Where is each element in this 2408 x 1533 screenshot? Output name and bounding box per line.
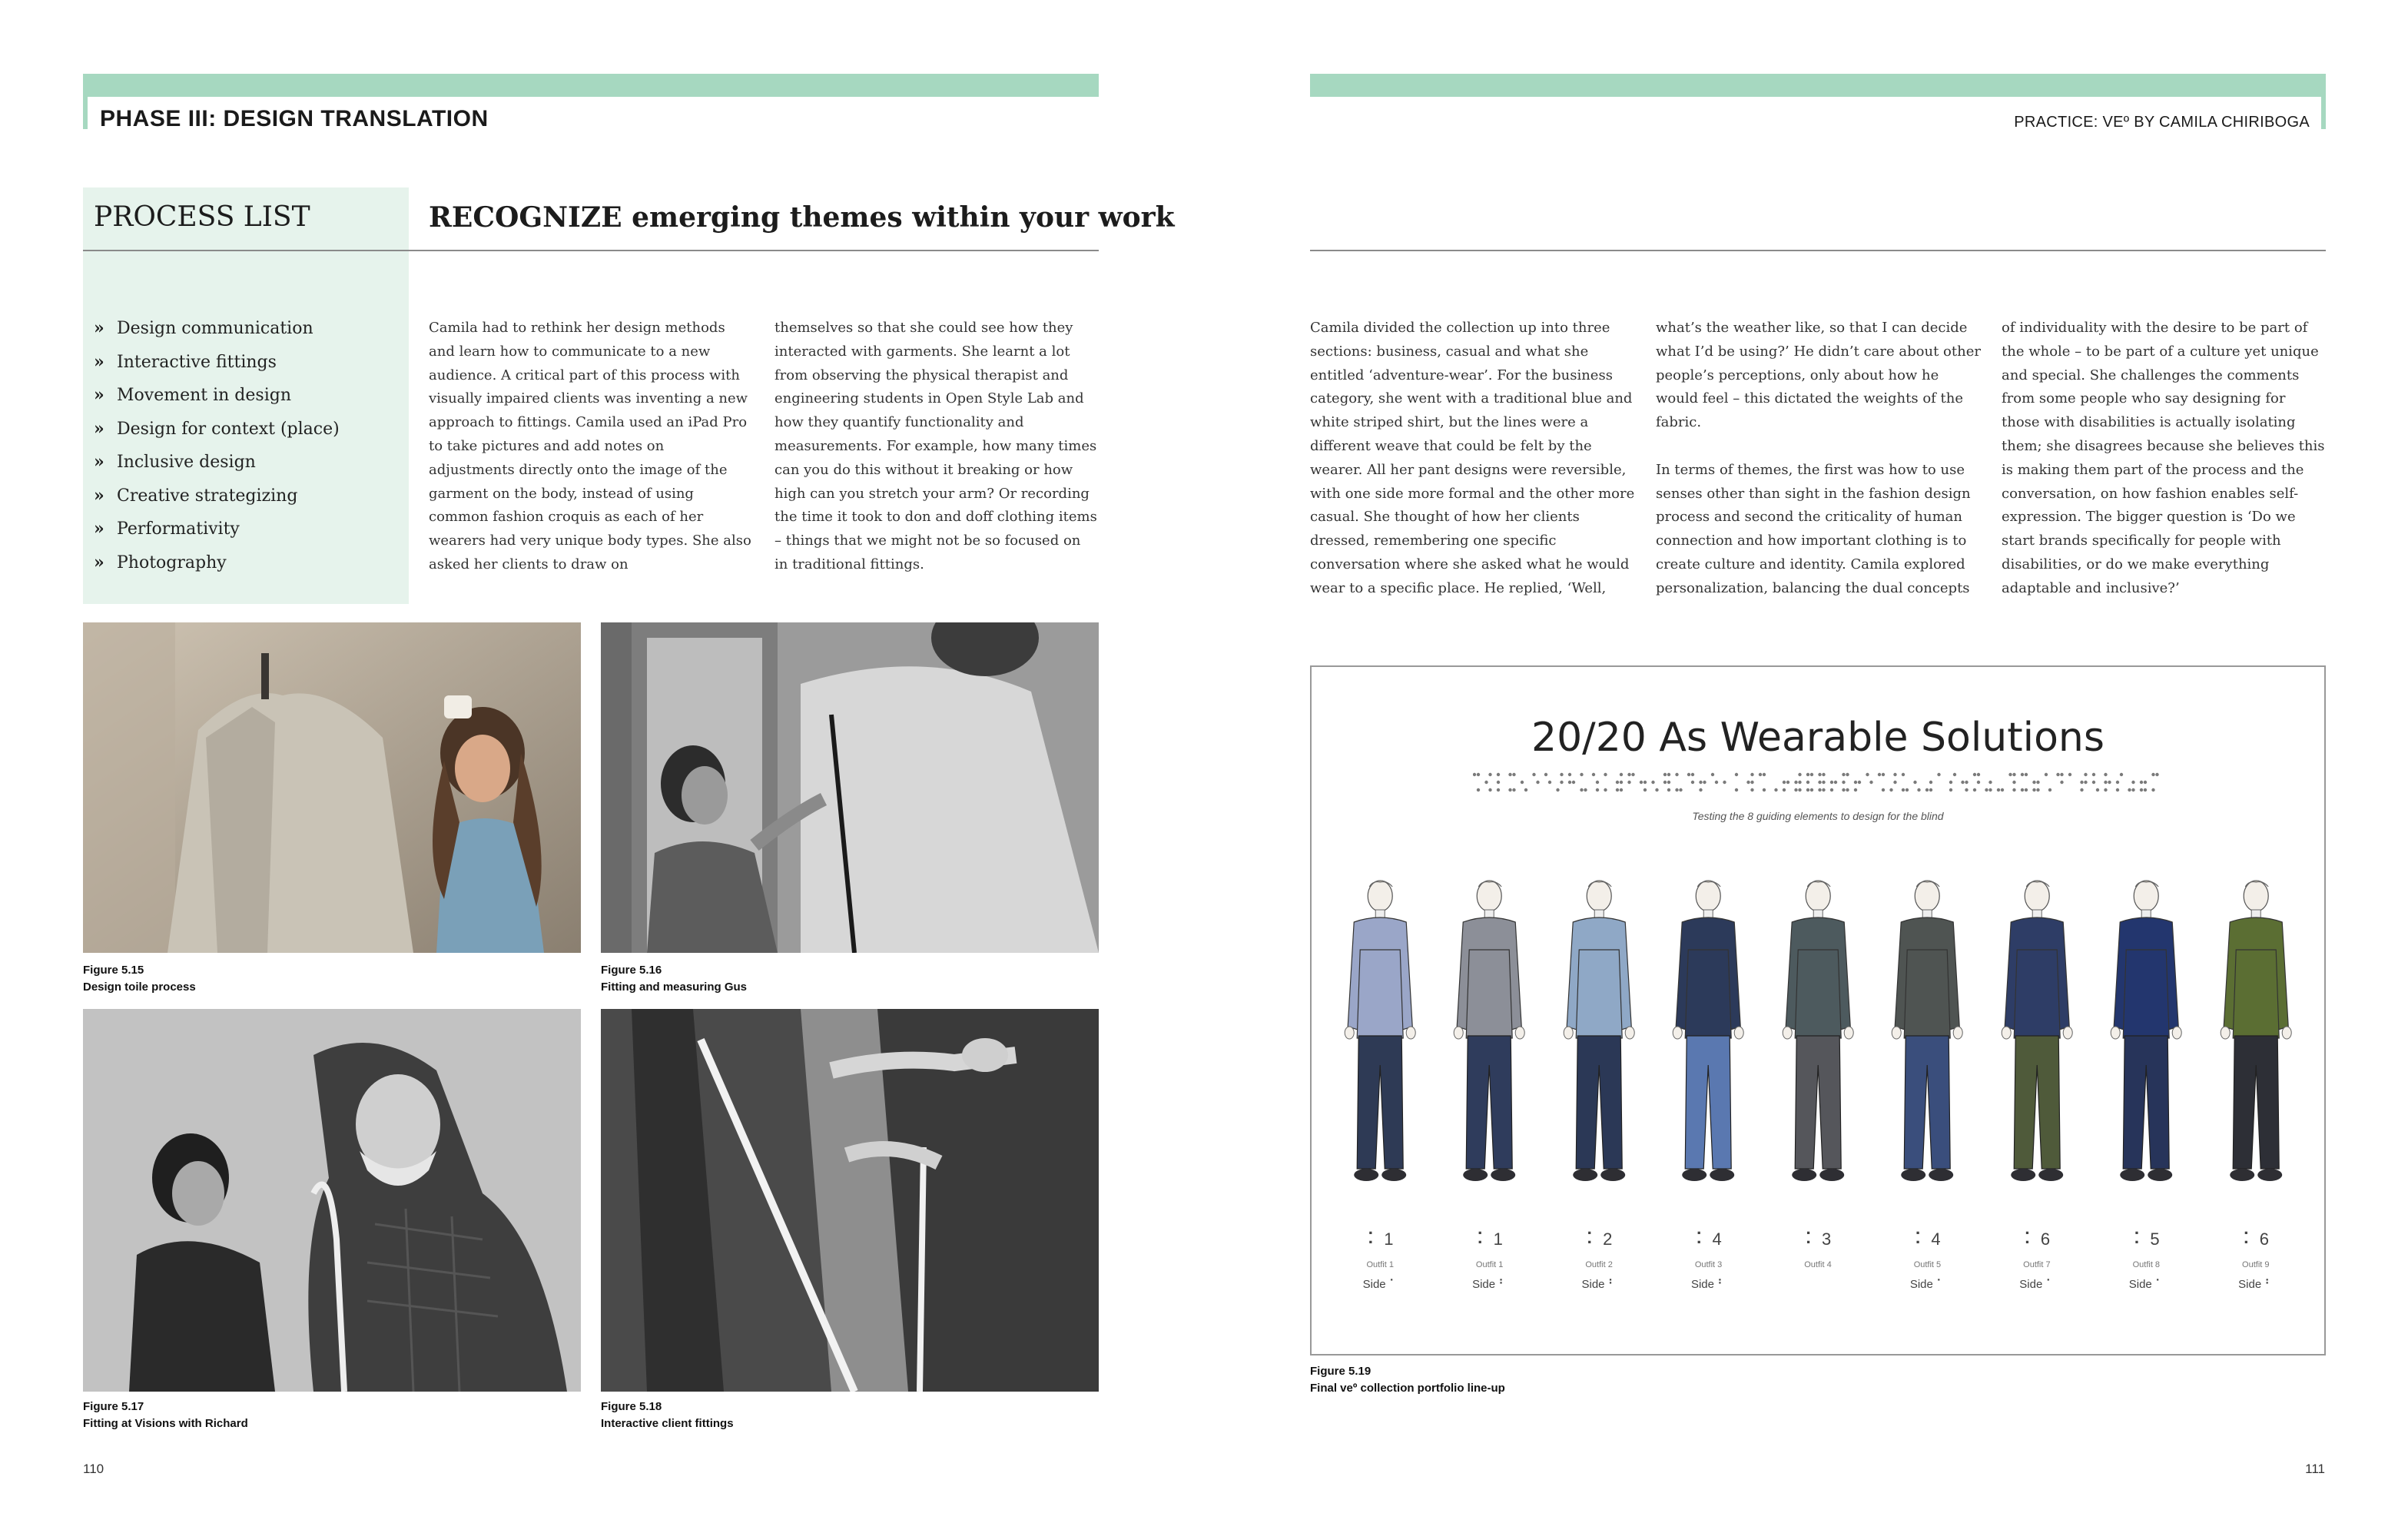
outfit-figure bbox=[1872, 873, 1982, 1334]
outfit-illustration bbox=[1872, 873, 1982, 1203]
braille-dot bbox=[1882, 773, 1885, 776]
braille-dot bbox=[1596, 788, 1599, 791]
process-list-item-label: Creative strategizing bbox=[117, 486, 298, 506]
page-number-left: 110 bbox=[83, 1462, 104, 1476]
braille-dot bbox=[2060, 773, 2063, 776]
visions-photo-image bbox=[83, 1009, 581, 1392]
braille-dot bbox=[2116, 788, 2119, 791]
process-list-item bbox=[94, 513, 340, 546]
outfit-illustration bbox=[1435, 873, 1544, 1203]
braille-dot bbox=[1484, 781, 1488, 784]
braille-dot bbox=[2128, 788, 2131, 791]
braille-dot bbox=[1584, 788, 1587, 791]
braille-dot bbox=[1497, 781, 1500, 784]
braille-dot bbox=[1818, 788, 1821, 791]
process-list-item-label: Design communication bbox=[117, 319, 313, 338]
bullet-marker: » bbox=[94, 485, 104, 506]
figure-5-19-caption bbox=[1310, 1363, 1505, 1397]
figure-5-15-photo bbox=[83, 622, 581, 953]
braille-dot bbox=[1783, 781, 1786, 784]
running-head-left: PHASE III: DESIGN TRANSLATION bbox=[100, 106, 489, 131]
right-column-2 bbox=[1656, 317, 1982, 601]
outfit-side: Side ⠁ bbox=[1362, 1278, 1398, 1291]
braille-dot bbox=[2001, 788, 2004, 791]
right-col1-paragraph: Camila divided the collection up into three sections: business, casual and what she entitled ‘adventure-wear’. For the business category, she went with a traditional blue and white striped shirt, but the lines were a different weave that could be felt by the wearer. All her pant designs were reversible, with one side more formal and the other more casual. She thought of how her clients dressed, remembering one specific conversation where she asked what he would wear to a specific place. He replied, ‘Well, bbox=[1310, 320, 1635, 596]
outfit-name: Outfit 8 bbox=[2132, 1260, 2161, 1269]
braille-dot bbox=[1842, 773, 1845, 776]
braille-dot bbox=[1592, 773, 1595, 776]
braille-dot bbox=[2025, 773, 2028, 776]
toile-photo-image bbox=[83, 622, 581, 953]
right-column-3 bbox=[2002, 317, 2327, 601]
braille-dot bbox=[1846, 788, 1849, 791]
outfit-name: Outfit 4 bbox=[1804, 1260, 1832, 1269]
braille-dot bbox=[2048, 788, 2051, 791]
braille-dot bbox=[2144, 788, 2147, 791]
figure-caption-text: Fitting and measuring Gus bbox=[601, 981, 748, 994]
braille-dot bbox=[2084, 781, 2087, 784]
bullet-marker: » bbox=[94, 385, 104, 405]
braille-dot bbox=[1663, 773, 1667, 776]
braille-dot bbox=[1953, 773, 1956, 776]
process-list-item-label: Inclusive design bbox=[117, 453, 256, 472]
braille-dot bbox=[1750, 788, 1753, 791]
process-list-item bbox=[94, 346, 340, 380]
outfit-name: Outfit 1 bbox=[1366, 1260, 1394, 1269]
braille-dot bbox=[1620, 773, 1623, 776]
braille-dot bbox=[1735, 788, 1738, 791]
outfit-figure bbox=[1325, 873, 1435, 1334]
braille-dot bbox=[1715, 781, 1718, 784]
process-list-item bbox=[94, 546, 340, 580]
braille-dot bbox=[1488, 788, 1491, 791]
braille-dot bbox=[1643, 788, 1647, 791]
outfit-braille-code: ⠅ 5 bbox=[2133, 1229, 2160, 1249]
braille-dot bbox=[2144, 781, 2147, 784]
braille-dot bbox=[1524, 788, 1527, 791]
braille-dot bbox=[1512, 773, 1515, 776]
braille-dot bbox=[2116, 781, 2119, 784]
braille-dot bbox=[2068, 773, 2071, 776]
right-accent-bar-edge bbox=[2321, 74, 2326, 129]
braille-dot bbox=[1548, 781, 1551, 784]
right-col3-paragraph: of individuality with the desire to be part of the whole – to be part of a culture yet unique and special. She challenges the comments from some people who say designing for those with disabilities is actually isolating them; she disagrees because she believes this is making them part of the process and the conversation, on how fashion enables self-expression. The bigger question is ‘Do we start brands specifically for people with disabilities, or do we make everything adaptable and inclusive?’ bbox=[2002, 320, 2325, 596]
braille-dot bbox=[1616, 781, 1619, 784]
braille-dot bbox=[1937, 773, 1940, 776]
braille-dot bbox=[1977, 781, 1980, 784]
braille-dot bbox=[2080, 788, 2083, 791]
braille-dot bbox=[1488, 773, 1491, 776]
braille-dot bbox=[1965, 788, 1968, 791]
outfit-braille-code: ⠅ 2 bbox=[1585, 1229, 1613, 1249]
braille-dot bbox=[1604, 788, 1607, 791]
braille-dot bbox=[1750, 781, 1753, 784]
braille-dot bbox=[1902, 788, 1905, 791]
braille-dot bbox=[1703, 781, 1706, 784]
braille-dot bbox=[1735, 773, 1738, 776]
braille-dot bbox=[2092, 781, 2095, 784]
braille-dot bbox=[2104, 773, 2107, 776]
braille-dot bbox=[1655, 788, 1658, 791]
braille-dot bbox=[1620, 781, 1623, 784]
bullet-marker: » bbox=[94, 351, 104, 372]
braille-dot bbox=[1925, 788, 1929, 791]
braille-dot bbox=[1985, 788, 1988, 791]
outfit-figure bbox=[1653, 873, 1763, 1334]
braille-dot bbox=[1786, 781, 1789, 784]
left-accent-bar-edge bbox=[83, 74, 88, 129]
plate-subtitle: Testing the 8 guiding elements to design for the blind bbox=[1692, 810, 1944, 822]
outfit-side: Side ⠁ bbox=[2019, 1278, 2055, 1291]
braille-dot bbox=[1973, 788, 1976, 791]
bullet-marker: » bbox=[94, 452, 104, 472]
outfit-braille-code: ⠅ 1 bbox=[1366, 1229, 1394, 1249]
braille-dot bbox=[1854, 788, 1857, 791]
braille-dot bbox=[1794, 788, 1797, 791]
outfit-illustration bbox=[2201, 873, 2310, 1203]
process-list-item bbox=[94, 312, 340, 346]
braille-dot bbox=[1746, 781, 1750, 784]
braille-dot bbox=[2104, 788, 2107, 791]
braille-dot bbox=[1866, 773, 1869, 776]
braille-dot bbox=[1818, 781, 1821, 784]
outfit-braille-code: ⠅ 4 bbox=[1695, 1229, 1722, 1249]
braille-dot bbox=[1497, 773, 1500, 776]
braille-dot bbox=[1497, 788, 1500, 791]
braille-dot bbox=[1949, 788, 1952, 791]
process-list-item bbox=[94, 479, 340, 513]
left-accent-bar bbox=[83, 74, 1099, 97]
outfit-name: Outfit 5 bbox=[1913, 1260, 1942, 1269]
braille-dot bbox=[1965, 781, 1968, 784]
braille-dot bbox=[1806, 781, 1809, 784]
right-column-1 bbox=[1310, 317, 1636, 601]
braille-dot bbox=[1521, 781, 1524, 784]
braille-dot bbox=[2012, 781, 2015, 784]
braille-dot bbox=[1560, 773, 1563, 776]
braille-dot bbox=[1620, 788, 1623, 791]
process-list bbox=[94, 312, 340, 579]
braille-dot bbox=[1818, 773, 1821, 776]
braille-dot bbox=[1822, 781, 1825, 784]
process-list-item-label: Design for context (place) bbox=[117, 419, 340, 439]
braille-dot bbox=[1560, 781, 1563, 784]
braille-dot bbox=[1798, 788, 1801, 791]
braille-dot bbox=[1830, 788, 1833, 791]
figure-number: Figure 5.18 bbox=[601, 1400, 662, 1413]
braille-dot bbox=[1882, 788, 1885, 791]
braille-dot bbox=[1651, 781, 1654, 784]
braille-dot bbox=[1679, 788, 1682, 791]
braille-dot bbox=[1929, 781, 1932, 784]
left-col2-paragraph: themselves so that she could see how they interacted with garments. She learnt a lot from observing the physical therapist and engineering students in Open Style Lab and how they quantify functionality and measurements. For example, how many times can you do this without it breaking or how high can you stretch your arm? Or recording the time it took to don and doff clothing items – things that we might not be so focused on in traditional fittings. bbox=[774, 320, 1097, 572]
braille-dot bbox=[2080, 781, 2083, 784]
braille-dot bbox=[1806, 773, 1809, 776]
braille-dot bbox=[1822, 773, 1825, 776]
outfit-side: Side ⠃ bbox=[1472, 1278, 1507, 1291]
braille-dot bbox=[1691, 781, 1694, 784]
braille-dot bbox=[1663, 781, 1667, 784]
braille-dot bbox=[1913, 781, 1916, 784]
figure-number: Figure 5.19 bbox=[1310, 1365, 1371, 1378]
braille-dot bbox=[2056, 773, 2059, 776]
braille-dot bbox=[1572, 781, 1575, 784]
braille-dot bbox=[1878, 773, 1881, 776]
process-list-item-label: Photography bbox=[117, 552, 227, 572]
braille-dot bbox=[2021, 788, 2024, 791]
braille-dot bbox=[2045, 773, 2048, 776]
outfit-braille-code: ⠅ 6 bbox=[2242, 1229, 2269, 1249]
braille-dot bbox=[1798, 773, 1801, 776]
braille-dot bbox=[1830, 781, 1833, 784]
braille-dot bbox=[1750, 773, 1753, 776]
braille-dot bbox=[1723, 781, 1726, 784]
braille-dot bbox=[2151, 773, 2154, 776]
braille-dot bbox=[1604, 773, 1607, 776]
braille-dot bbox=[1846, 773, 1849, 776]
braille-dot bbox=[1893, 781, 1896, 784]
fitting-photo-image bbox=[601, 622, 1099, 953]
process-list-item bbox=[94, 413, 340, 446]
braille-dot bbox=[1977, 773, 1980, 776]
braille-dot bbox=[2131, 781, 2134, 784]
running-head-right: PRACTICE: VEº BY CAMILA CHIRIBOGA bbox=[2014, 114, 2310, 131]
outfit-side: Side ⠁ bbox=[1909, 1278, 1945, 1291]
outfit-braille-code: ⠅ 6 bbox=[2023, 1229, 2051, 1249]
braille-dot bbox=[1580, 788, 1583, 791]
braille-dot bbox=[1842, 781, 1845, 784]
braille-dot bbox=[2104, 781, 2107, 784]
braille-dot bbox=[1810, 773, 1813, 776]
outfit-braille-code: ⠅ 1 bbox=[1476, 1229, 1503, 1249]
braille-dot bbox=[2036, 788, 2039, 791]
process-list-item bbox=[94, 446, 340, 479]
outfit-side: Side ⠃ bbox=[1690, 1278, 1726, 1291]
figure-5-16-photo bbox=[601, 622, 1099, 953]
braille-dot bbox=[1532, 773, 1535, 776]
braille-dot bbox=[2092, 773, 2095, 776]
braille-dot bbox=[1842, 788, 1845, 791]
braille-dot bbox=[1691, 773, 1694, 776]
right-col2-paragraph-2: In terms of themes, the first was how to use senses other than sight in the fashion design process and second the criticality of human connection and how important clothing is to create culture and identity. Camila explored personalization, balancing the dual concepts bbox=[1656, 461, 1971, 596]
left-column-1 bbox=[429, 317, 751, 577]
braille-dot bbox=[1997, 788, 2000, 791]
outfit-side: Side ⠃ bbox=[1581, 1278, 1617, 1291]
outfit-illustration bbox=[2091, 873, 2201, 1203]
braille-dot bbox=[1556, 788, 1559, 791]
braille-dot bbox=[2032, 781, 2035, 784]
braille-dot bbox=[2120, 773, 2123, 776]
outfit-name: Outfit 2 bbox=[1585, 1260, 1613, 1269]
braille-dot bbox=[1961, 781, 1964, 784]
bullet-marker: » bbox=[94, 519, 104, 539]
braille-dot bbox=[2108, 781, 2111, 784]
braille-dot bbox=[1627, 781, 1630, 784]
braille-dot bbox=[1917, 788, 1920, 791]
figure-caption-text: Interactive client fittings bbox=[601, 1417, 734, 1430]
outfit-name: Outfit 9 bbox=[2242, 1260, 2270, 1269]
braille-dot bbox=[2021, 773, 2024, 776]
figure-caption-text: Final veº collection portfolio line-up bbox=[1310, 1382, 1505, 1395]
figure-5-18-caption bbox=[601, 1399, 734, 1432]
braille-dot bbox=[1783, 788, 1786, 791]
braille-dot bbox=[2140, 788, 2143, 791]
outfit-name: Outfit 1 bbox=[1475, 1260, 1504, 1269]
section-rule-right bbox=[1310, 250, 2326, 251]
braille-dot bbox=[1988, 788, 1992, 791]
figure-caption-text: Design toile process bbox=[83, 981, 196, 994]
outfit-lineup bbox=[1325, 873, 2310, 1334]
figure-number: Figure 5.16 bbox=[601, 964, 662, 977]
braille-dot bbox=[1512, 788, 1515, 791]
figure-5-19-plate bbox=[1310, 665, 2326, 1355]
braille-dot bbox=[1675, 788, 1678, 791]
outfit-braille-code: ⠅ 4 bbox=[1914, 1229, 1941, 1249]
subheading-text: RECOGNIZE emerging themes within your work bbox=[429, 201, 1175, 234]
braille-dot bbox=[2140, 781, 2143, 784]
figure-number: Figure 5.17 bbox=[83, 1400, 144, 1413]
section-subheading bbox=[429, 201, 1175, 234]
outfit-illustration bbox=[1653, 873, 1763, 1203]
braille-dot bbox=[1568, 773, 1571, 776]
figure-caption-text: Fitting at Visions with Richard bbox=[83, 1417, 248, 1430]
braille-dot bbox=[1675, 773, 1678, 776]
braille-dot bbox=[1763, 788, 1766, 791]
outfit-name: Outfit 7 bbox=[2023, 1260, 2051, 1269]
outfit-illustration bbox=[1544, 873, 1653, 1203]
outfit-figure bbox=[2201, 873, 2310, 1334]
braille-dot bbox=[1477, 773, 1480, 776]
braille-dot bbox=[1596, 781, 1599, 784]
braille-dot bbox=[1810, 788, 1813, 791]
braille-dot bbox=[1699, 788, 1702, 791]
braille-dot bbox=[1631, 773, 1634, 776]
outfit-figure bbox=[1544, 873, 1653, 1334]
process-list-item-label: Movement in design bbox=[117, 386, 291, 405]
outfit-figure bbox=[2091, 873, 2201, 1334]
braille-dot bbox=[1699, 781, 1702, 784]
braille-dot bbox=[1889, 788, 1892, 791]
left-column-2 bbox=[774, 317, 1097, 577]
braille-dot bbox=[1834, 781, 1837, 784]
plate-title: 20/20 As Wearable Solutions bbox=[1531, 715, 2105, 761]
figure-5-16-caption bbox=[601, 962, 747, 996]
braille-dot bbox=[1643, 781, 1647, 784]
braille-dot bbox=[1616, 788, 1619, 791]
braille-dot bbox=[1929, 788, 1932, 791]
process-list-item-label: Performativity bbox=[117, 519, 240, 539]
braille-dot bbox=[1536, 781, 1539, 784]
braille-dot bbox=[1763, 773, 1766, 776]
braille-dot bbox=[2032, 788, 2035, 791]
figure-5-18-photo bbox=[601, 1009, 1099, 1392]
braille-dot bbox=[2036, 781, 2039, 784]
figure-5-17-photo bbox=[83, 1009, 581, 1392]
braille-dot bbox=[1667, 781, 1670, 784]
braille-dot bbox=[2025, 788, 2028, 791]
process-list-item bbox=[94, 379, 340, 413]
braille-dot bbox=[1627, 773, 1630, 776]
braille-dot bbox=[1794, 781, 1797, 784]
braille-dot bbox=[1508, 773, 1511, 776]
braille-dot bbox=[1973, 773, 1976, 776]
figure-5-17-caption bbox=[83, 1399, 248, 1432]
outfit-illustration bbox=[1982, 873, 2091, 1203]
braille-decoration bbox=[1473, 770, 2164, 798]
braille-dot bbox=[1508, 788, 1511, 791]
outfit-side: Side ⠃ bbox=[2238, 1278, 2274, 1291]
braille-dot bbox=[1473, 773, 1476, 776]
braille-dot bbox=[2155, 773, 2158, 776]
bullet-marker: » bbox=[94, 552, 104, 572]
page-number-right: 111 bbox=[2305, 1462, 2325, 1476]
bullet-marker: » bbox=[94, 318, 104, 338]
braille-dot bbox=[1906, 788, 1909, 791]
left-col1-paragraph: Camila had to rethink her design methods and learn how to communicate to a new audience. A critical part of this process with visually impaired clients was inventing a new approach to fittings. Camila used an iPad Pro to take pictures and add notes on adjustments directly onto the image of the garment on the body, instead of using common fashion croquis as each of her wearers had very unique body types. She also asked her clients to draw on bbox=[429, 320, 751, 572]
braille-dot bbox=[2096, 788, 2099, 791]
braille-dot bbox=[1640, 781, 1643, 784]
interactive-fitting-photo-image bbox=[601, 1009, 1099, 1392]
braille-dot bbox=[1687, 773, 1690, 776]
braille-dot bbox=[1806, 788, 1809, 791]
braille-dot bbox=[1902, 773, 1905, 776]
braille-dot bbox=[1854, 781, 1857, 784]
section-rule-left bbox=[83, 250, 1099, 251]
braille-dot bbox=[1774, 788, 1777, 791]
braille-dot bbox=[2012, 788, 2015, 791]
braille-dot bbox=[1477, 788, 1480, 791]
figure-5-15-caption bbox=[83, 962, 196, 996]
braille-dot bbox=[1580, 773, 1583, 776]
outfit-name: Outfit 3 bbox=[1694, 1260, 1723, 1269]
outfit-side: Side ⠁ bbox=[2128, 1278, 2164, 1291]
braille-dot bbox=[1568, 781, 1571, 784]
outfit-illustration bbox=[1763, 873, 1872, 1203]
braille-dot bbox=[1988, 781, 1992, 784]
braille-dot bbox=[1544, 773, 1547, 776]
braille-dot bbox=[2131, 788, 2134, 791]
braille-dot bbox=[2012, 773, 2015, 776]
bullet-marker: » bbox=[94, 418, 104, 439]
process-list-title: PROCESS LIST bbox=[94, 201, 310, 233]
figure-number: Figure 5.15 bbox=[83, 964, 144, 977]
braille-dot bbox=[2060, 781, 2063, 784]
outfit-figure bbox=[1435, 873, 1544, 1334]
braille-dot bbox=[1858, 781, 1861, 784]
process-list-item-label: Interactive fittings bbox=[117, 352, 277, 372]
braille-dot bbox=[1759, 773, 1762, 776]
braille-dot bbox=[1711, 773, 1714, 776]
right-col2-paragraph-1: what’s the weather like, so that I can decide what I’d be using?’ He didn’t care about other people’s perceptions, only about how he would feel – this dictated the weights of the fabric. bbox=[1656, 320, 1981, 431]
braille-dot bbox=[1667, 773, 1670, 776]
right-accent-bar bbox=[1310, 74, 2326, 97]
outfit-figure bbox=[1763, 873, 1872, 1334]
braille-dot bbox=[1893, 773, 1896, 776]
braille-dot bbox=[2084, 773, 2087, 776]
outfit-braille-code: ⠅ 3 bbox=[1804, 1229, 1832, 1249]
outfit-figure bbox=[1982, 873, 2091, 1334]
braille-dot bbox=[1667, 788, 1670, 791]
braille-dot bbox=[1869, 781, 1872, 784]
braille-dot bbox=[1822, 788, 1825, 791]
outfit-illustration bbox=[1325, 873, 1435, 1203]
braille-dot bbox=[2151, 788, 2154, 791]
braille-dot bbox=[1798, 781, 1801, 784]
braille-dot bbox=[2008, 773, 2012, 776]
braille-dot bbox=[1949, 781, 1952, 784]
